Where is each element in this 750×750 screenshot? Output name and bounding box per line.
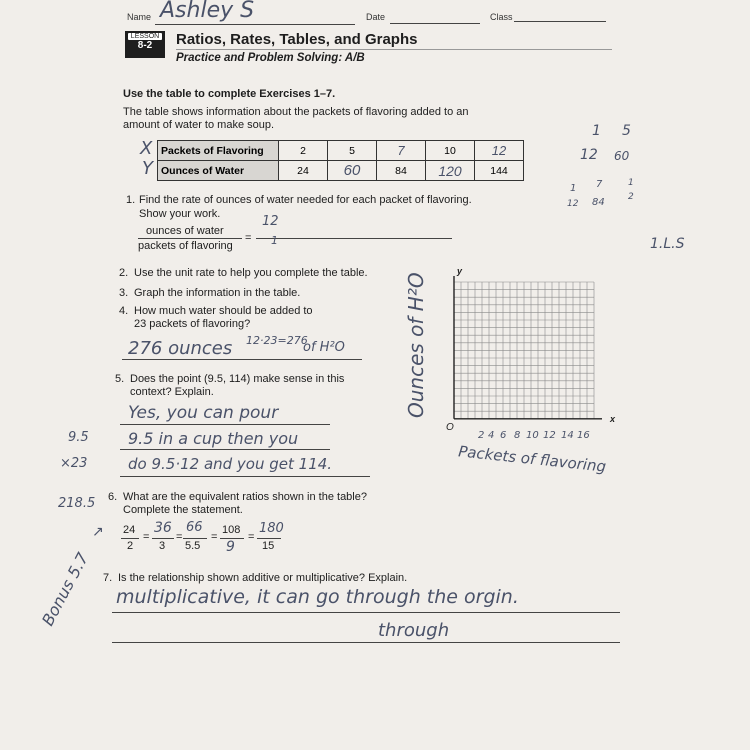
ratio-numerator: 66 (186, 520, 203, 535)
side-num-1b: 1 (628, 178, 634, 188)
ratio-denominator: 2 (127, 540, 134, 552)
calc-factor: 9.5 (68, 430, 89, 445)
ratio-denominator: 9 (226, 539, 235, 555)
q4-text-2: 23 packets of flavoring? (134, 318, 251, 330)
instructions-heading: Use the table to complete Exercises 1–7. (123, 88, 336, 100)
table-mark-x: X (140, 138, 153, 159)
table-cell: 5 (328, 141, 377, 161)
instructions-line-1: The table shows information about the packets of flavoring added to an (123, 106, 469, 118)
table-cell: 60 (328, 161, 377, 181)
q1-answer-denominator: 1 (271, 234, 278, 247)
side-den-84: 84 (592, 197, 605, 208)
ratio-equals: = (143, 531, 150, 543)
class-label: Class (490, 12, 513, 22)
q1-numerator-label: ounces of water (146, 225, 224, 237)
margin-num-1: 1 (592, 123, 601, 139)
lesson-number: 8-2 (137, 40, 153, 51)
q3-number: 3. (119, 287, 129, 299)
q5-text-2: context? Explain. (130, 386, 214, 398)
q7-line-1 (112, 612, 620, 613)
x-tick-label: 2 (478, 430, 485, 441)
q1-answer-line (256, 238, 452, 239)
q1-text-2: Show your work. (139, 208, 221, 220)
q1-text-1: Find the rate of ounces of water needed for each packet of flavoring. (139, 194, 472, 206)
calc-result: 218.5 (58, 496, 96, 511)
date-label: Date (366, 12, 386, 22)
x-tick-label: 16 (577, 430, 590, 441)
x-tick-label: 14 (561, 430, 574, 441)
ratio-numerator: 36 (154, 520, 172, 536)
q5-answer-line-2: 9.5 in a cup then you (128, 429, 299, 448)
q6-text-1: What are the equivalent ratios shown in the table? (123, 491, 367, 503)
title-rule (176, 49, 612, 50)
ratio-equals: = (248, 531, 255, 543)
lesson-title: Ratios, Rates, Tables, and Graphs (176, 31, 418, 48)
margin-num-5: 5 (622, 123, 631, 139)
lesson-label: LESSON (128, 33, 162, 40)
row-label-packets: Packets of Flavoring (158, 141, 279, 161)
name-line (155, 24, 355, 25)
table-mark-y: Y (142, 158, 153, 179)
q4-number: 4. (119, 305, 129, 317)
q2-number: 2. (119, 267, 129, 279)
side-den-12: 12 (567, 199, 579, 209)
margin-den-60: 60 (614, 149, 630, 163)
calc-multiplier: ×23 (60, 456, 88, 471)
q6-arrow-mark: ↗ (92, 524, 104, 540)
table-cell: 7 (377, 141, 426, 161)
graph-x-axis-label: x (610, 414, 616, 424)
q5-line-2 (120, 449, 330, 450)
ratio-bar (257, 538, 281, 539)
coordinate-grid (448, 276, 610, 426)
lesson-subtitle: Practice and Problem Solving: A/B (176, 52, 365, 64)
x-tick-label: 12 (543, 430, 556, 441)
class-line (514, 21, 606, 22)
ratio-bar (152, 538, 174, 539)
q5-number: 5. (115, 373, 125, 385)
q7-answer-line-1: multiplicative, it can go through the orgin. (116, 586, 519, 608)
student-name: Ashley S (160, 0, 255, 23)
q1-denominator-label: packets of flavoring (138, 240, 233, 252)
ratio-numerator: 24 (123, 524, 136, 536)
margin-note-right: 1.L.S (650, 236, 685, 252)
q4-answer: 276 ounces (128, 338, 233, 359)
q7-line-2 (112, 642, 620, 643)
x-tick-label: 10 (526, 430, 539, 441)
x-tick-label: 6 (500, 430, 507, 441)
table-cell: 24 (279, 161, 328, 181)
instructions-line-2: amount of water to make soup. (123, 119, 275, 131)
margin-den-12: 12 (580, 147, 598, 163)
q4-work: 12·23=276 (246, 334, 308, 347)
q7-text: Is the relationship shown additive or multiplicative? Explain. (118, 572, 408, 584)
ratio-denominator: 3 (159, 540, 166, 552)
q1-answer-numerator: 12 (262, 214, 279, 229)
ratio-denominator: 5.5 (185, 540, 201, 552)
bonus-note: Bonus 5.7 (38, 549, 93, 629)
q2-text: Use the unit rate to help you complete the table. (134, 267, 368, 279)
q4-answer-line (122, 359, 362, 360)
q7-answer-line-2: through (378, 620, 450, 641)
x-tick-label: 8 (514, 430, 521, 441)
row-label-ounces: Ounces of Water (158, 161, 279, 181)
ratio-numerator: 180 (259, 521, 284, 536)
q3-text: Graph the information in the table. (134, 287, 301, 299)
ratio-numerator: 108 (222, 524, 241, 536)
ratio-denominator: 15 (262, 540, 275, 552)
table-cell: 10 (426, 141, 475, 161)
q1-fraction-bar (138, 238, 242, 239)
lesson-badge (125, 31, 165, 58)
graph-origin: O (446, 422, 454, 433)
q1-number: 1. (126, 194, 136, 206)
table-cell: 120 (426, 161, 475, 181)
side-num-7: 7 (596, 179, 603, 190)
table-cell: 144 (475, 161, 524, 181)
q1-equals: = (245, 232, 252, 244)
table-cell: 84 (377, 161, 426, 181)
name-label: Name (127, 12, 152, 22)
ratio-equals: = (176, 531, 183, 543)
ratio-bar (183, 538, 207, 539)
table-row (158, 141, 524, 161)
x-tick-label: 4 (488, 430, 495, 441)
q7-number: 7. (103, 572, 113, 584)
date-line (390, 23, 480, 24)
q5-line-3 (120, 476, 370, 477)
graph-y-title: Ounces of H²O (404, 272, 428, 418)
q6-text-2: Complete the statement. (123, 504, 243, 516)
ratio-equals: = (211, 531, 218, 543)
q4-answer-tail: of H²O (303, 340, 345, 355)
q5-answer-line-3: do 9.5·12 and you get 114. (128, 455, 333, 473)
table-cell: 12 (475, 141, 524, 161)
graph-x-title: Packets of flavoring (457, 442, 607, 476)
ratio-bar (121, 538, 139, 539)
table-row (158, 161, 524, 181)
q4-text-1: How much water should be added to (134, 305, 313, 317)
flavoring-table (157, 140, 524, 181)
side-den-2: 2 (628, 192, 634, 202)
side-num-1: 1 (570, 183, 577, 194)
q5-line-1 (120, 424, 330, 425)
graph-y-axis-label: y (457, 266, 463, 276)
q5-answer-line-1: Yes, you can pour (128, 403, 279, 423)
table-cell: 2 (279, 141, 328, 161)
q5-text-1: Does the point (9.5, 114) make sense in this (130, 373, 345, 385)
q6-number: 6. (108, 491, 118, 503)
